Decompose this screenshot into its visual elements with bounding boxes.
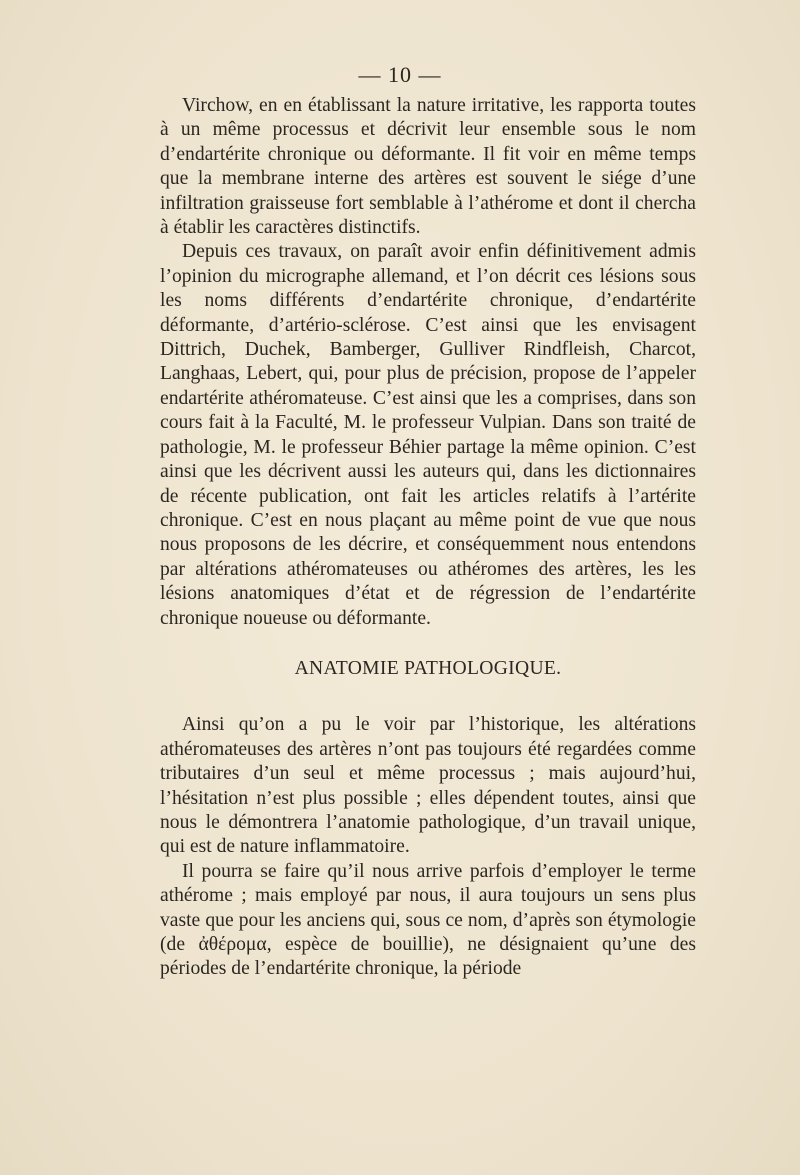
paragraph-1: Virchow, en en établissant la nature irritative, les rapporta toutes à un même processus et décrivit leur ensemble sous le nom d’endartérite chronique ou déformante. Il fit voir en même temps que la membrane interne des artères est souvent le siége d’une infiltration graisseuse fort semblable à l’athérome et dont il chercha à établir les caractères distinctifs.	[160, 95, 696, 239]
page-number: — 10 —	[358, 62, 442, 87]
paragraph-4: Il pourra se faire qu’il nous arrive parfois d’employer le terme athérome ; mais employé par nous, il aura toujours un sens plus vaste que pour les anciens qui, sous ce nom, d’après son étymologie (de ἀθέρομα, espèce de bouillie), ne désignaient qu’une des périodes de l’endartérite chronique, la période	[160, 860, 696, 980]
section-heading: ANATOMIE PATHOLOGIQUE.	[294, 657, 562, 679]
paragraph-2: Depuis ces travaux, on paraît avoir enfin définitivement admis l’opinion du micrographe allemand, et l’on décrit ces lésions sous les noms différents d’endartérite chronique, d’endartérite déformante, d’artério-sclérose. C’est ainsi que les envisagent Dittrich, Duchek, Bamberger, Gulliver Rindfleish, Charcot, Langhaas, Lebert, qui, pour plus de précision, propose de l’appeler endartérite athéromateuse. C’est ainsi que les a comprises, dans son cours fait à la Faculté, M. le professeur Vulpian. Dans son traité de pathologie, M. le professeur Béhier partage la même opinion. C’est ainsi que les décrivent aussi les auteurs qui, dans les dictionnaires de récente publication, ont fait les articles relatifs à l’artérite chronique. C’est en nous plaçant au même point de vue que nous nous proposons de les décrire, et conséquemment nous entendons par altérations athéromateuses ou athéromes des artères, les les lésions anatomiques d’état et de régression de l’endartérite chronique noueuse ou déformante.	[160, 241, 696, 629]
body-text	[160, 94, 696, 982]
paragraph-3: Ainsi qu’on a pu le voir par l’historique, les altérations athéromateuses des artères n’ont pas toujours été regardées comme tributaires d’un seul et même processus ; mais aujourd’hui, l’hésitation n’est plus possible ; elles dépendent toutes, ainsi que nous le démontrera l’anatomie pathologique, d’un travail unique, qui est de nature inflammatoire.	[160, 714, 696, 858]
